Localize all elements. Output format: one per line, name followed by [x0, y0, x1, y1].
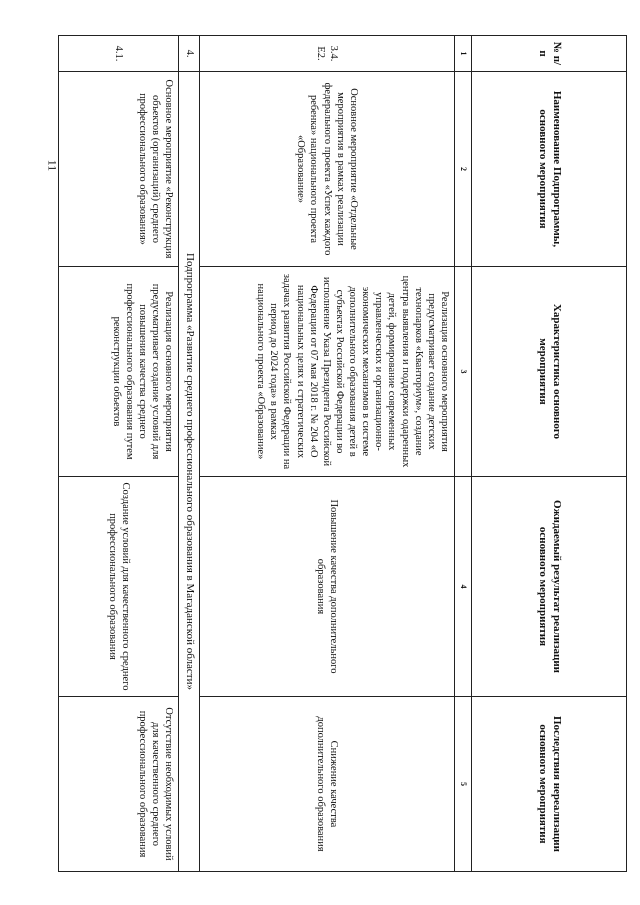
section-num: 4. — [179, 36, 200, 72]
measures-table — [58, 35, 627, 872]
header-row — [472, 36, 627, 872]
row-consequence: Отсутствие необходимых условий для качественного среднего профессионального образования — [59, 697, 179, 872]
col-number: 4 — [455, 477, 472, 697]
col-number: 3 — [455, 267, 472, 477]
row-num: 4.1. — [59, 36, 179, 72]
row-num: 3.4. Е2. — [200, 36, 455, 72]
section-title: Подпрограмма «Развитие среднего профессионального образования в Магаданской области» — [179, 72, 200, 872]
header-num: № п/п — [472, 36, 627, 72]
header-description: Характеристика основного мероприятия — [472, 267, 627, 477]
header-consequence: Последствия нереализации основного мероприятия — [472, 697, 627, 872]
table-row — [59, 36, 179, 872]
row-result: Повышение качества дополнительного образования — [200, 477, 455, 697]
table-row — [200, 36, 455, 872]
row-consequence: Снижение качества дополнительного образования — [200, 697, 455, 872]
row-name: Основное мероприятие «Отдельные мероприятия в рамках реализации федерального проекта «Успех каждого ребенка» национального проекта «Образование» — [200, 72, 455, 267]
header-name: Наименование Подпрограммы, основного мероприятия — [472, 72, 627, 267]
header-result: Ожидаемый результат реализации основного мероприятия — [472, 477, 627, 697]
column-number-row — [455, 36, 472, 872]
col-number: 2 — [455, 72, 472, 267]
page-number: 11 — [45, 159, 60, 172]
row-result: Создание условий для качественного среднего профессионального образования — [59, 477, 179, 697]
row-name: Основное мероприятие «Реконструкция объектов (организаций) среднего профессионального образования» — [59, 72, 179, 267]
section-row — [179, 36, 200, 872]
row-description: Реализация основного мероприятия предусматривает создание детских технопарков «Кванториум», создание центра выявления и поддержки одаренных детей, формирование современных управленческих и организационно-экономических механизмов в системе дополнительного образования детей в субъектах Российской Федерации во исполнение Указа Президента Российской Федерации от 07 мая 2018 г. № 204 «О национальных целях и стратегических задачах развития Российской Федерации на период до 2024 года» в рамках национального проекта «Образование» — [200, 267, 455, 477]
col-number: 5 — [455, 697, 472, 872]
rotated-page — [72, 35, 640, 861]
table-landscape — [72, 35, 627, 871]
row-description: Реализация основного мероприятия предусматривает создание условий для повышения качества среднего профессионального образования путем реконструкции объектов — [59, 267, 179, 477]
col-number: 1 — [455, 36, 472, 72]
